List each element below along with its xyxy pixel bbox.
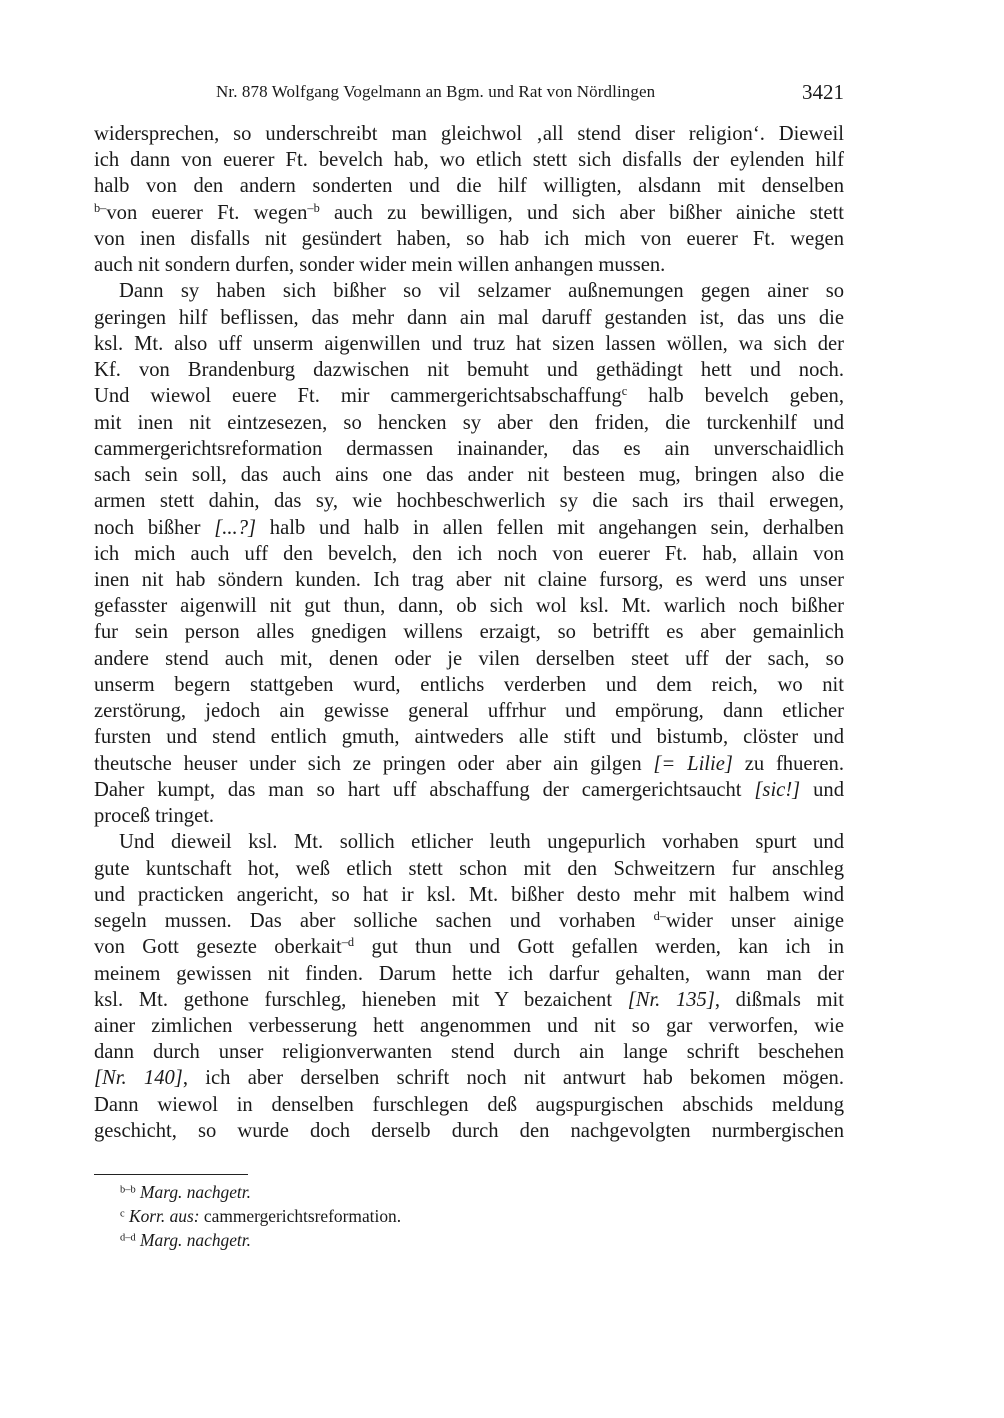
page-number: 3421 [802,80,844,104]
text-line: [Nr. 140], ich aber derselben schrift noch nit antwurt hab bekomen mögen. [94,1067,845,1090]
text-line: geringen hilf beflissen, das mehr dann ain mal daruff gestanden ist, das uns die [94,306,844,329]
text-line: mit inen nit eintzesezen, so hencken sy aber den friden, die turckenhilf und [94,411,844,434]
text-line: ich dann von euerer Ft. bevelch hab, wo etlich stett sich disfalls der eylenden hilf [94,149,844,172]
running-title: Nr. 878 Wolfgang Vogelmann an Bgm. und Rat von Nördlingen [216,82,656,101]
text-line: Kf. von Brandenburg dazwischen nit bemuht und gethädingt hett und noch. [94,359,844,382]
text-line: auch nit sondern durfen, sonder wider mein willen anhangen mussen. [94,254,666,277]
text-line: fur sein person alles gnedigen willens erzaigt, so betrifft es aber gemainlich [94,621,844,644]
text-line: widersprechen, so underschreibt man gleichwol ‚all stend diser religion‘. Dieweil [94,123,844,145]
footnote: $^{b-b}$ Marg. nachgetr. [120,1182,251,1202]
footnotes [94,1180,844,1252]
text-line: Und wiewol euere Ft. mir cammergerichtsabschaffung$^c$ halb bevelch geben, [94,384,844,408]
text-line: Daher kumpt, das man so hart uff abschaffung der camergerichtsaucht [sic!] und [94,778,844,801]
text-line: inen nit hab söndern kunden. Ich trag aber nit claine fursorg, es werd uns unser [94,568,844,591]
running-head [94,80,844,110]
text-line: gefasster aigenwill nit gut thun, dann, ob sich wol ksl. Mt. warlich noch bißher [94,595,844,618]
text-line: andere stend auch mit, denen oder je vilen derselben steet uff der sach, so [94,647,844,670]
text-line: unserm begern stattgeben wurd, entlichs verderben und dem reich, wo nit [94,673,844,696]
text-line: von Gott gesezte oberkait$^{-d}$ gut thun und Gott gefallen werden, kan ich in [94,935,844,959]
text-line: Dann sy haben sich bißher so vil selzamer außnemungen gegen ainer so [119,280,844,303]
footnote: $^{d-d}$ Marg. nachgetr. [120,1230,251,1250]
text-line: ksl. Mt. also uff unserm aigenwillen und truz hat sizen lassen wöllen, wa sich der [94,332,844,355]
text-line: von inen disfalls nit gesündert haben, so hab ich mich von euerer Ft. wegen [94,227,844,250]
text-line: geschicht, so wurde doch derselb durch den nachgevolgten nurmbergischen [94,1119,844,1142]
text-line: cammergerichtsreformation dermassen inainander, das es ain unverschaidlich [94,437,844,460]
text-line: theutsche heuser under sich ze pringen oder aber ain gilgen [= Lilie] zu fhueren. [94,752,844,775]
text-line: proceß tringet. [94,805,215,828]
text-line: Und dieweil ksl. Mt. sollich etlicher leuth ungepurlich vorhaben spurt und [119,831,844,854]
text-line: und practicken angericht, so hat ir ksl. Mt. bißher desto mehr mit halbem wind [94,883,844,906]
text-line: meinem gewissen nit finden. Darum hette ich darfur gehalten, wann man der [94,962,844,985]
text-line: halb von den andern sonderten und die hilf willigten, alsdann mit denselben [94,175,844,198]
text-line: noch bißher [...?] halb und halb in allen fellen mit angehangen sein, derhalben [94,516,844,539]
text-line: sach sein soll, das auch ains one das ander nit besteen mug, bringen also die [94,464,844,487]
body-text [94,121,844,1144]
text-line: segeln mussen. Das aber solliche sachen und vorhaben $^{d-}$wider unser ainige [94,909,844,933]
text-line: ksl. Mt. gethone furschleg, hieneben mit Y bezaichent [Nr. 135], dißmals mit [94,988,844,1011]
text-line: gute kuntschaft hot, weß etlich stett schon mit den Schweitzern fur anschleg [94,857,844,880]
footnote-rule [94,1174,248,1175]
text-line: armen stett dahin, das sy, wie hochbeschwerlich sy die sach irs thail erwegen, [94,490,844,513]
text-line: $^{b-}$von euerer Ft. wegen$^{-b}$ auch zu bewilligen, und sich aber bißher ainiche stett [94,200,844,224]
document-page [94,0,844,1418]
text-line: ich mich auch uff den bevelch, den ich noch von euerer Ft. hab, allain von [94,542,844,565]
text-line: dann durch unser religionverwanten stend durch ain lange schrift beschehen [94,1041,844,1064]
footnote: $^c$ Korr. aus: cammergerichtsreformation. [120,1206,402,1226]
text-line: zerstörung, jedoch ain gewisse general uffrhur und empörung, dann etlicher [94,700,844,723]
text-line: ainer zimlichen verbesserung hett angenommen und nit so gar verworfen, wie [94,1014,844,1037]
text-line: Dann wiewol in denselben furschlegen deß augspurgischen abschids meldung [94,1093,844,1116]
text-line: fursten und stend entlich gmuth, aintweders alle stift und bistumb, clöster und [94,726,844,749]
